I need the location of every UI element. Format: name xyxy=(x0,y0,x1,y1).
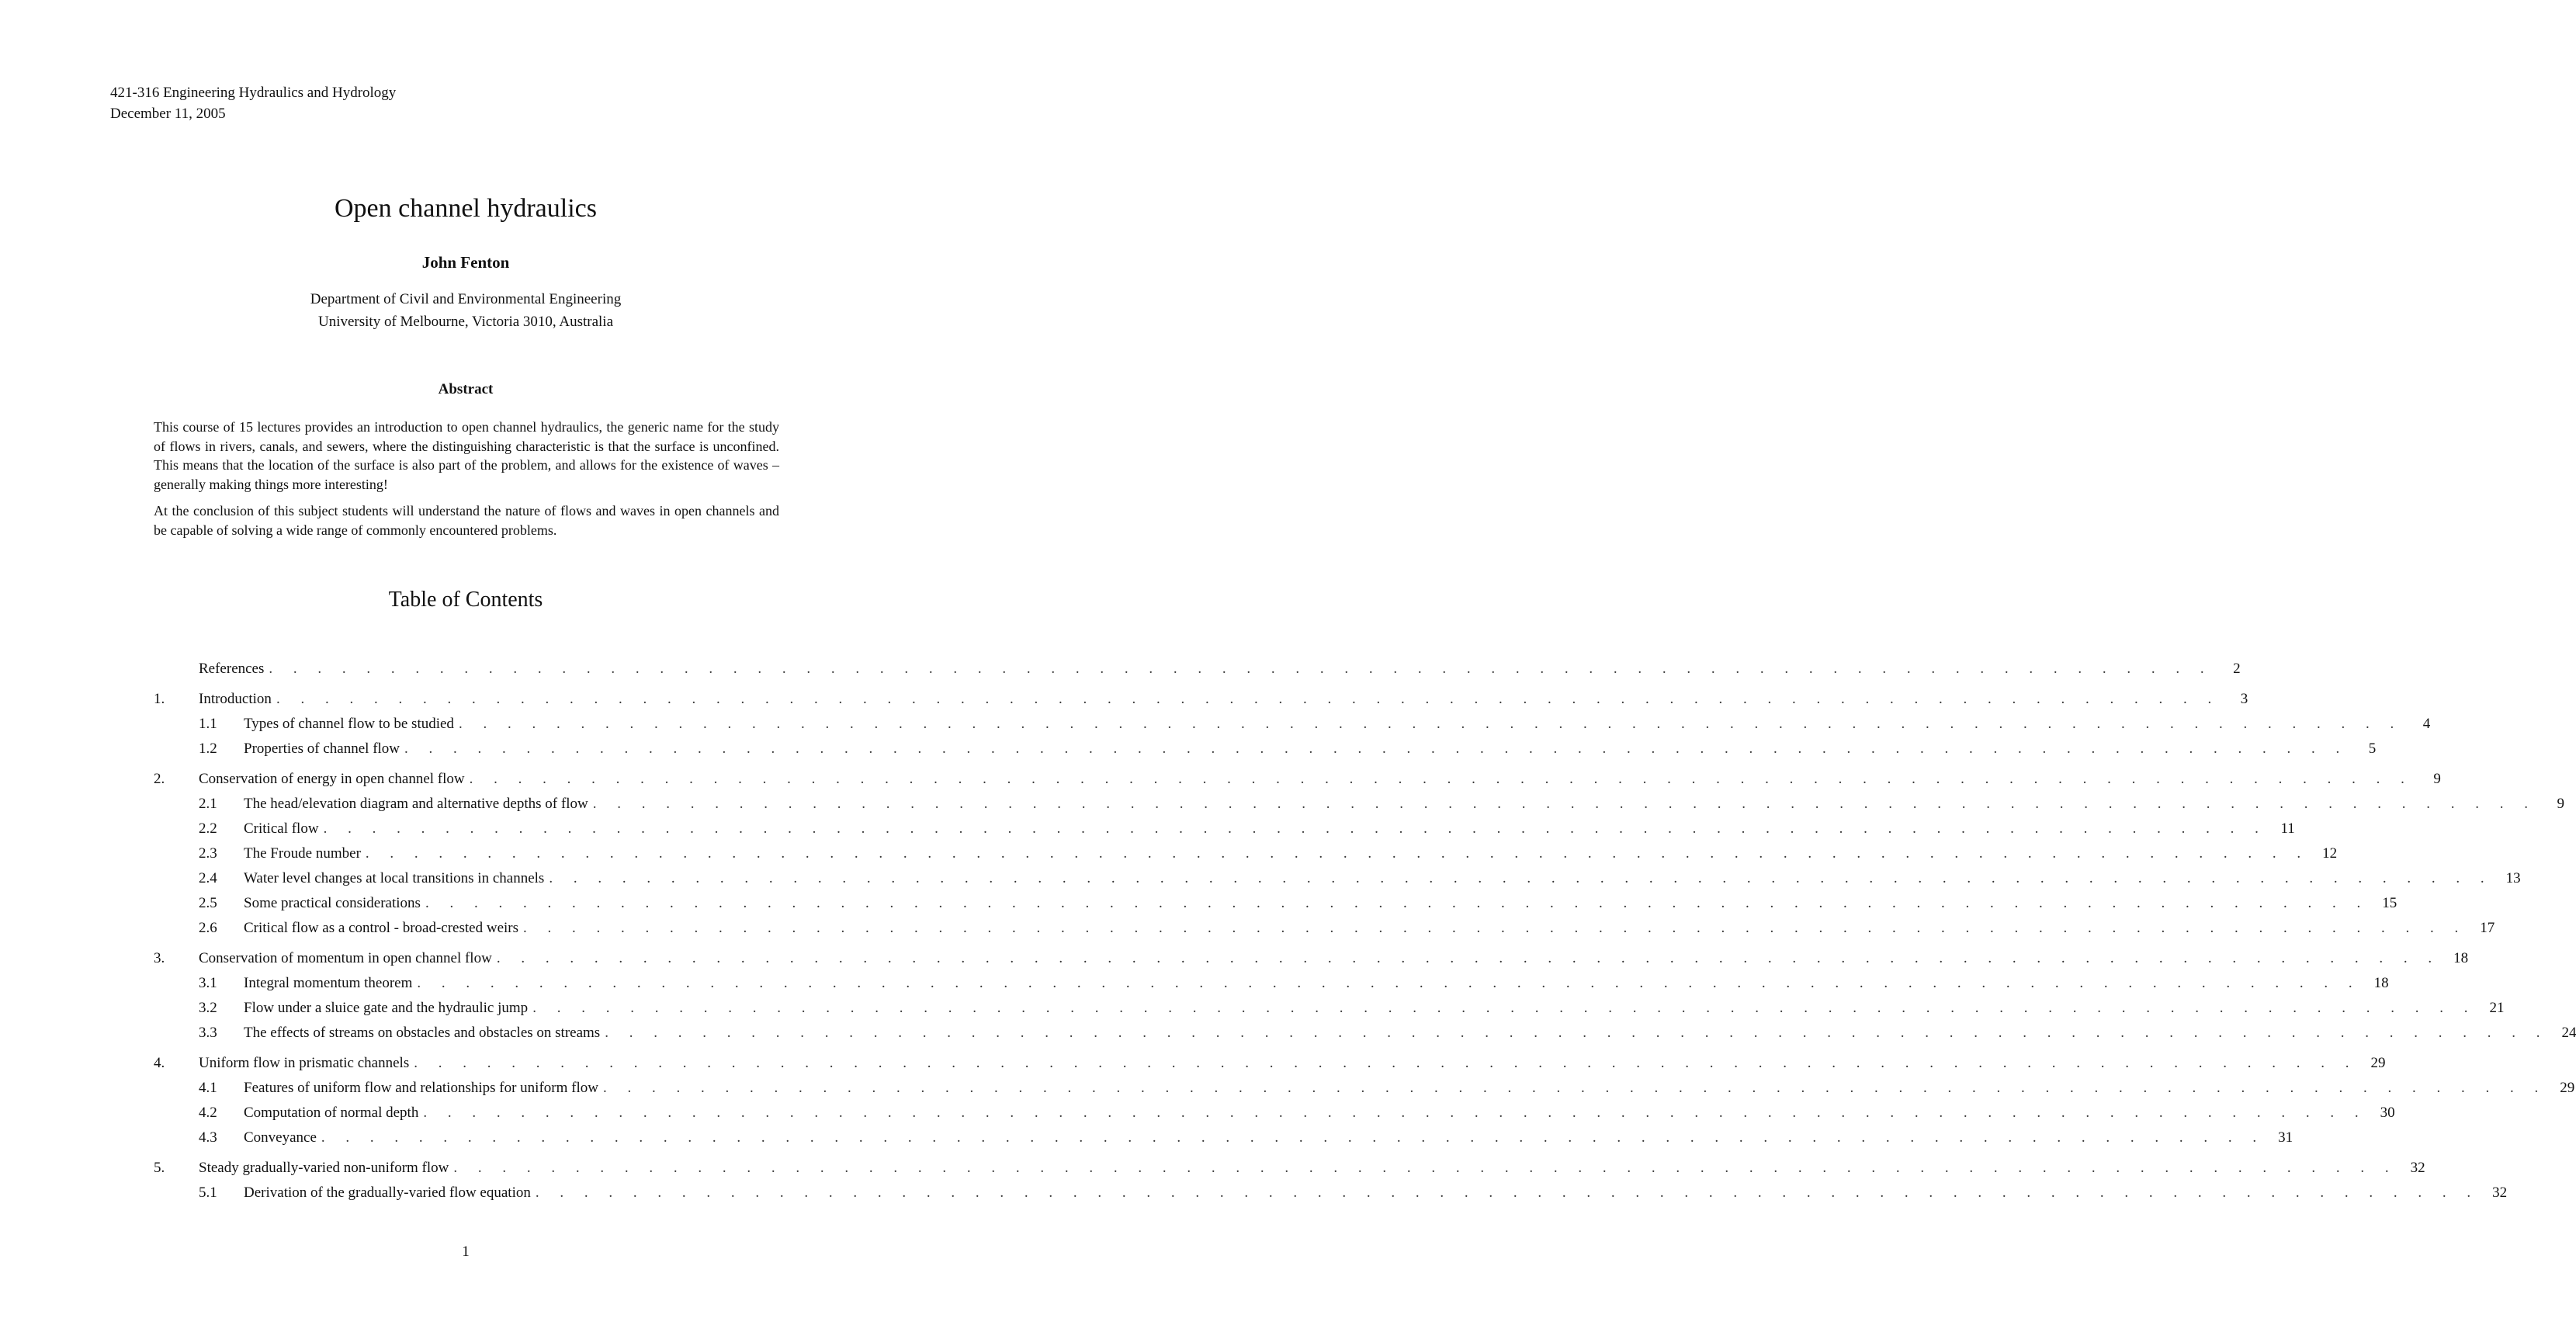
toc-entry-title: Conservation of momentum in open channel flow xyxy=(199,950,497,967)
toc-subentry-number: 1.1 xyxy=(199,716,217,732)
toc-entry-title: Water level changes at local transitions in channels xyxy=(244,870,549,887)
toc-entry-page: 11 xyxy=(2267,820,2295,838)
toc-leader-dots: . . . . . . . . . . . . . . . . . . . . . . . . . . . . . . . . . . . . . . . . . . . . . . . . . . . . . . . . . . . . . . . . . . . . . . . . . . . . . . . . xyxy=(423,1105,2367,1121)
toc-entry[interactable] xyxy=(154,657,2241,682)
toc-entry[interactable] xyxy=(154,1101,2395,1126)
toc-entry-page: 18 xyxy=(2440,950,2468,967)
toc-leader-dots: . . . . . . . . . . . . . . . . . . . . . . . . . . . . . . . . . . . . . . . . . . . . . . . . . . . . . . . . . . . . . . . . . . . . . . . . . . . . . . . . xyxy=(605,1025,2549,1041)
toc-entry[interactable] xyxy=(154,1021,2576,1046)
toc-entry-page: 9 xyxy=(2536,796,2564,813)
toc-entry-number: 1. xyxy=(154,691,165,707)
toc-leader-dots: . . . . . . . . . . . . . . . . . . . . . . . . . . . . . . . . . . . . . . . . . . . . . . . . . . . . . . . . . . . . . . . . . . . . . . . . . . . . . . . . xyxy=(404,741,2349,757)
toc-leader-dots: . . . . . . . . . . . . . . . . . . . . . . . . . . . . . . . . . . . . . . . . . . . . . . . . . . . . . . . . . . . . . . . . . . . . . . . . . . . . . . . . xyxy=(523,920,2467,936)
toc-entry-page: 21 xyxy=(2476,1000,2504,1017)
toc-leader-dots: . . . . . . . . . . . . . . . . . . . . . . . . . . . . . . . . . . . . . . . . . . . . . . . . . . . . . . . . . . . . . . . . . . . . . . . . . . . . . . . . xyxy=(417,975,2361,991)
toc-entry-title: Some practical considerations xyxy=(244,895,425,912)
toc-entry-page: 4 xyxy=(2402,716,2430,733)
toc-leader-dots: . . . . . . . . . . . . . . . . . . . . . . . . . . . . . . . . . . . . . . . . . . . . . . . . . . . . . . . . . . . . . . . . . . . . . . . . . . . . . . . . xyxy=(365,845,2310,862)
toc-subentry-number: 3.2 xyxy=(199,1000,217,1016)
toc-leader-dots: . . . . . . . . . . . . . . . . . . . . . . . . . . . . . . . . . . . . . . . . . . . . . . . . . . . . . . . . . . . . . . . . . . . . . . . . . . . . . . . . xyxy=(425,895,2370,911)
toc-subentry-number: 2.4 xyxy=(199,870,217,886)
affiliation-department: Department of Civil and Environmental Engineering xyxy=(310,291,622,307)
toc-subentry-number: 5.1 xyxy=(199,1184,217,1201)
toc-entry[interactable] xyxy=(154,866,2521,891)
toc-entry-title: Conservation of energy in open channel flow xyxy=(199,771,470,788)
toc-leader-dots: . . . . . . . . . . . . . . . . . . . . . . . . . . . . . . . . . . . . . . . . . . . . . . . . . . . . . . . . . . . . . . . . . . . . . . . . . . . . . . . . xyxy=(321,1129,2266,1146)
toc-entry[interactable] xyxy=(154,767,2441,792)
toc-entry-title: Conveyance xyxy=(244,1129,321,1146)
toc-entry[interactable] xyxy=(154,1076,2575,1101)
toc-entry-page: 17 xyxy=(2467,920,2495,937)
toc-entry-title: Features of uniform flow and relationships for uniform flow xyxy=(244,1080,603,1097)
toc-entry-page: 3 xyxy=(2220,691,2248,708)
toc-entry[interactable] xyxy=(154,817,2295,841)
abstract-heading: Abstract xyxy=(438,381,494,397)
affiliation xyxy=(0,288,931,333)
toc-entry-page: 18 xyxy=(2361,975,2389,992)
toc-entry[interactable] xyxy=(154,916,2495,941)
toc-entry-page: 9 xyxy=(2413,771,2441,788)
toc-entry-title: Critical flow as a control - broad-crested weirs xyxy=(244,920,523,937)
toc-entry-title: Steady gradually-varied non-uniform flow xyxy=(199,1160,453,1177)
toc-entry-title: Integral momentum theorem xyxy=(244,975,417,992)
toc-leader-dots: . . . . . . . . . . . . . . . . . . . . . . . . . . . . . . . . . . . . . . . . . . . . . . . . . . . . . . . . . . . . . . . . . . . . . . . . . . . . . . . . xyxy=(532,1000,2477,1016)
toc-entry-number: 2. xyxy=(154,771,165,787)
toc-leader-dots: . . . . . . . . . . . . . . . . . . . . . . . . . . . . . . . . . . . . . . . . . . . . . . . . . . . . . . . . . . . . . . . . . . . . . . . . . . . . . . . . xyxy=(458,716,2403,732)
toc-entry-page: 12 xyxy=(2309,845,2337,862)
toc-entry-page: 30 xyxy=(2367,1105,2395,1122)
toc-subentry-number: 2.3 xyxy=(199,845,217,862)
toc-entry-page: 29 xyxy=(2357,1055,2385,1072)
document-title: Open channel hydraulics xyxy=(335,194,597,223)
toc-entry-number: 3. xyxy=(154,950,165,966)
toc-entry[interactable] xyxy=(154,971,2389,996)
toc-entry[interactable] xyxy=(154,996,2505,1021)
toc-entry-page: 24 xyxy=(2548,1025,2576,1042)
toc-subentry-number: 2.5 xyxy=(199,895,217,911)
toc-entry-title: Introduction xyxy=(199,691,276,708)
toc-entry-number: 4. xyxy=(154,1055,165,1071)
toc-entry[interactable] xyxy=(154,841,2338,866)
toc-subentry-number: 4.3 xyxy=(199,1129,217,1146)
document-date: December 11, 2005 xyxy=(110,106,226,122)
toc-heading: Table of Contents xyxy=(388,588,543,612)
document-header xyxy=(110,82,396,124)
toc-entry[interactable] xyxy=(154,1156,2425,1181)
toc-subentry-number: 2.6 xyxy=(199,920,217,936)
affiliation-university: University of Melbourne, Victoria 3010, Australia xyxy=(317,314,614,330)
author-name: John Fenton xyxy=(421,253,510,272)
toc-entry-title: Types of channel flow to be studied xyxy=(244,716,459,733)
toc-entry-page: 31 xyxy=(2265,1129,2293,1146)
toc-leader-dots: . . . . . . . . . . . . . . . . . . . . . . . . . . . . . . . . . . . . . . . . . . . . . . . . . . . . . . . . . . . . . . . . . . . . . . . . . . . . . . . . xyxy=(323,820,2267,837)
toc-entry[interactable] xyxy=(154,712,2431,737)
toc-subentry-number: 3.1 xyxy=(199,975,217,991)
toc-entry[interactable] xyxy=(154,792,2564,817)
toc-subentry-number: 1.2 xyxy=(199,741,217,757)
toc-subentry-number: 4.1 xyxy=(199,1080,217,1096)
toc-entry-page: 29 xyxy=(2547,1080,2574,1097)
toc-entry-title: Critical flow xyxy=(244,820,324,838)
toc-leader-dots: . . . . . . . . . . . . . . . . . . . . . . . . . . . . . . . . . . . . . . . . . . . . . . . . . . . . . . . . . . . . . . . . . . . . . . . . . . . . . . . . xyxy=(496,950,2441,966)
toc-entry-page: 15 xyxy=(2369,895,2397,912)
toc-entry-page: 32 xyxy=(2397,1160,2425,1177)
toc-entry[interactable] xyxy=(154,1051,2386,1076)
toc-leader-dots: . . . . . . . . . . . . . . . . . . . . . . . . . . . . . . . . . . . . . . . . . . . . . . . . . . . . . . . . . . . . . . . . . . . . . . . . . . . . . . . . xyxy=(276,691,2221,707)
toc-entry-title: Derivation of the gradually-varied flow equation xyxy=(244,1184,536,1202)
toc-leader-dots: . . . . . . . . . . . . . . . . . . . . . . . . . . . . . . . . . . . . . . . . . . . . . . . . . . . . . . . . . . . . . . . . . . . . . . . . . . . . . . . . xyxy=(592,796,2536,812)
toc-entry-page: 13 xyxy=(2493,870,2521,887)
toc-entry-title: Computation of normal depth xyxy=(244,1105,423,1122)
toc-entry-title: Uniform flow in prismatic channels xyxy=(199,1055,414,1072)
toc-entry-title: The effects of streams on obstacles and obstacles on streams xyxy=(244,1025,605,1042)
table-of-contents xyxy=(154,657,2576,1205)
toc-entry[interactable] xyxy=(154,946,2469,971)
toc-subentry-number: 2.2 xyxy=(199,820,217,837)
toc-leader-dots: . . . . . . . . . . . . . . . . . . . . . . . . . . . . . . . . . . . . . . . . . . . . . . . . . . . . . . . . . . . . . . . . . . . . . . . . . . . . . . . . xyxy=(549,870,2493,886)
toc-entry-page: 32 xyxy=(2479,1184,2507,1202)
toc-entry-title: The Froude number xyxy=(244,845,366,862)
toc-leader-dots: . . . . . . . . . . . . . . . . . . . . . . . . . . . . . . . . . . . . . . . . . . . . . . . . . . . . . . . . . . . . . . . . . . . . . . . . . . . . . . . . xyxy=(602,1080,2547,1096)
abstract-paragraph-2: At the conclusion of this subject students will understand the nature of flows and waves in open channels and be capable of solving a wide range of commonly encountered problems. xyxy=(154,503,779,538)
toc-entry[interactable] xyxy=(154,891,2397,916)
toc-entry-number: 5. xyxy=(154,1160,165,1176)
page-number: 1 xyxy=(462,1243,470,1260)
toc-entry[interactable] xyxy=(154,737,2377,761)
toc-leader-dots: . . . . . . . . . . . . . . . . . . . . . . . . . . . . . . . . . . . . . . . . . . . . . . . . . . . . . . . . . . . . . . . . . . . . . . . . . . . . . . . . xyxy=(414,1055,2358,1071)
course-name: 421-316 Engineering Hydraulics and Hydrology xyxy=(110,85,397,101)
toc-entry-title: Flow under a sluice gate and the hydraulic jump xyxy=(244,1000,532,1017)
toc-leader-dots: . . . . . . . . . . . . . . . . . . . . . . . . . . . . . . . . . . . . . . . . . . . . . . . . . . . . . . . . . . . . . . . . . . . . . . . . . . . . . . . . xyxy=(453,1160,2397,1176)
toc-subentry-number: 3.3 xyxy=(199,1025,217,1041)
toc-entry-title: The head/elevation diagram and alternative depths of flow xyxy=(244,796,593,813)
toc-subentry-number: 4.2 xyxy=(199,1105,217,1121)
toc-entry-title: Properties of channel flow xyxy=(244,741,404,758)
toc-entry-page: 2 xyxy=(2213,661,2241,678)
toc-entry-title: References xyxy=(199,661,269,678)
toc-entry[interactable] xyxy=(154,1181,2508,1205)
toc-entry[interactable] xyxy=(154,687,2248,712)
toc-leader-dots: . . . . . . . . . . . . . . . . . . . . . . . . . . . . . . . . . . . . . . . . . . . . . . . . . . . . . . . . . . . . . . . . . . . . . . . . . . . . . . . . xyxy=(535,1184,2480,1201)
toc-subentry-number: 2.1 xyxy=(199,796,217,812)
toc-entry[interactable] xyxy=(154,1126,2293,1150)
toc-leader-dots: . . . . . . . . . . . . . . . . . . . . . . . . . . . . . . . . . . . . . . . . . . . . . . . . . . . . . . . . . . . . . . . . . . . . . . . . . . . . . . . . xyxy=(269,661,2213,677)
abstract-paragraph-1: This course of 15 lectures provides an introduction to open channel hydraulics, the generic name for the study of flows in rivers, canals, and sewers, where the distinguishing characteristic is that the surface is unconfined. This means that the location of the surface is also part of the problem, and allows for the existence of waves – generally making things more interesting! xyxy=(154,419,779,492)
toc-entry-page: 5 xyxy=(2348,741,2376,758)
abstract-body xyxy=(154,418,779,547)
toc-leader-dots: . . . . . . . . . . . . . . . . . . . . . . . . . . . . . . . . . . . . . . . . . . . . . . . . . . . . . . . . . . . . . . . . . . . . . . . . . . . . . . . . xyxy=(469,771,2413,787)
